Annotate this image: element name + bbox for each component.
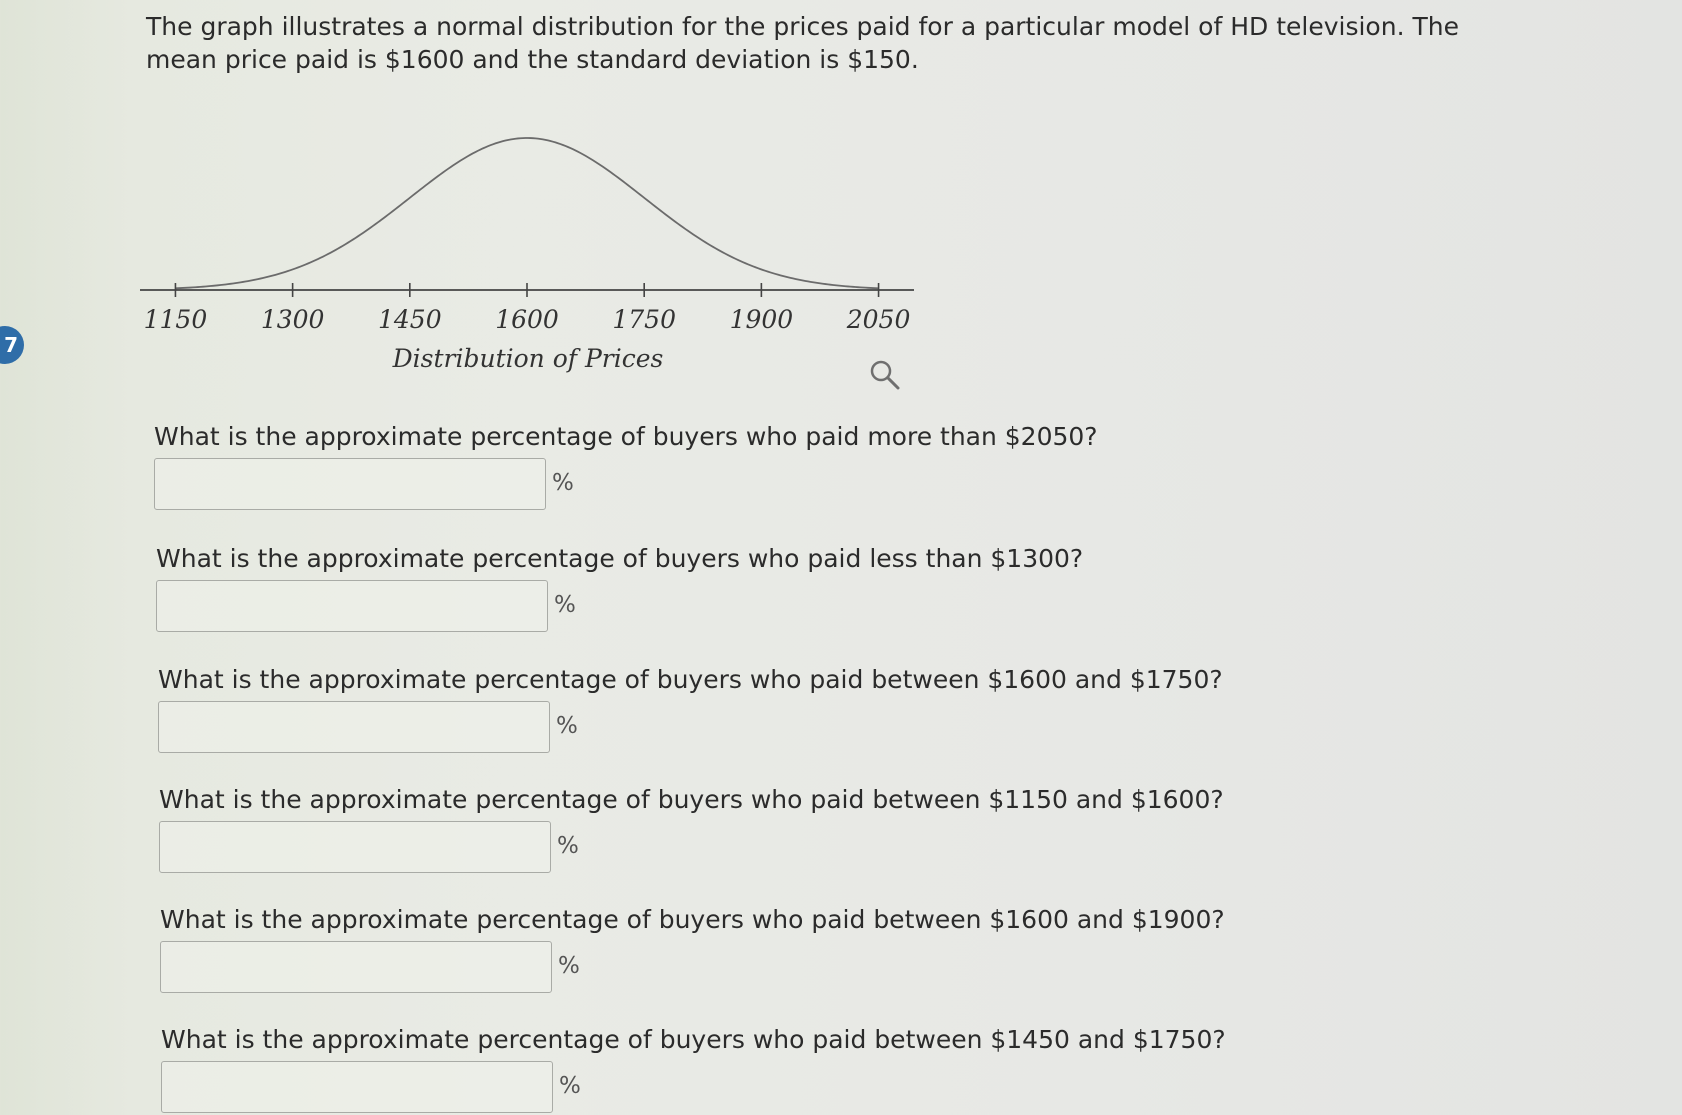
question-6-text: What is the approximate percentage of buyers who paid between $1450 and $1750? [161, 1025, 1226, 1054]
normal-curve [175, 138, 878, 288]
question-5 [160, 905, 1225, 995]
question-3-text: What is the approximate percentage of buyers who paid between $1600 and $1750? [158, 665, 1223, 694]
question-1-text: What is the approximate percentage of buyers who paid more than $2050? [154, 422, 1098, 451]
chart-x-axis-label: Distribution of Prices [392, 344, 664, 373]
question-2 [156, 544, 1083, 634]
chart-curve-group [175, 138, 878, 288]
normal-distribution-chart [140, 120, 920, 400]
answer-input-4[interactable] [159, 821, 551, 873]
question-1 [154, 422, 1098, 512]
question-3 [158, 665, 1223, 755]
answer-input-6[interactable] [161, 1061, 553, 1113]
percent-unit-2: % [554, 592, 576, 618]
answer-input-5[interactable] [160, 941, 552, 993]
answer-input-3[interactable] [158, 701, 550, 753]
question-4-text: What is the approximate percentage of buyers who paid between $1150 and $1600? [159, 785, 1224, 814]
answer-input-1[interactable] [154, 458, 546, 510]
x-tick-label-1150: 1150 [143, 305, 208, 334]
question-4 [159, 785, 1224, 875]
percent-unit-1: % [552, 470, 574, 496]
question-number-badge: 7 [0, 326, 24, 364]
question-2-text: What is the approximate percentage of buyers who paid less than $1300? [156, 544, 1084, 573]
x-tick-label-1900: 1900 [729, 305, 794, 334]
x-tick-label-1750: 1750 [612, 305, 676, 334]
percent-unit-3: % [556, 713, 578, 739]
percent-unit-5: % [558, 953, 580, 979]
percent-unit-6: % [559, 1073, 581, 1099]
problem-statement: The graph illustrates a normal distribution for the prices paid for a particular model of HD television. The mean price paid is $1600 and the standard deviation is $150. [146, 12, 1459, 74]
answer-input-2[interactable] [156, 580, 548, 632]
x-tick-label-1300: 1300 [260, 305, 325, 334]
percent-unit-4: % [557, 833, 579, 859]
question-5-text: What is the approximate percentage of buyers who paid between $1600 and $1900? [160, 905, 1225, 934]
x-tick-label-1450: 1450 [378, 305, 442, 334]
x-tick-label-2050: 2050 [846, 305, 911, 334]
magnifier-icon[interactable] [868, 358, 902, 392]
x-tick-label-1600: 1600 [495, 305, 559, 334]
question-6 [161, 1025, 1226, 1115]
